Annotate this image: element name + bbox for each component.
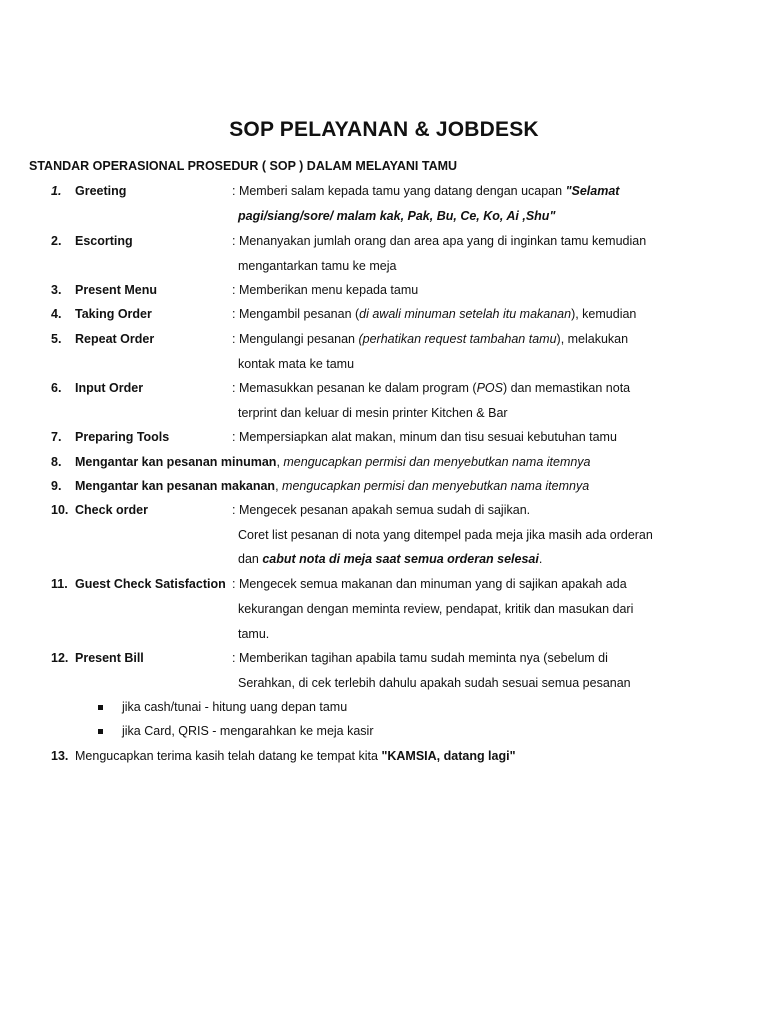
item-number: 12. <box>51 651 69 665</box>
item-text: dan <box>238 552 263 566</box>
item-number: 1. <box>51 184 62 198</box>
item-continuation: mengantarkan tamu ke meja <box>238 259 397 273</box>
item-emphasis: di awali minuman setelah itu makanan <box>359 307 572 321</box>
item-number: 4. <box>51 307 62 321</box>
item-text: : Mengambil pesanan ( <box>232 307 360 321</box>
document-title: SOP PELAYANAN & JOBDESK <box>229 118 539 141</box>
item-continuation: terprint dan keluar di mesin printer Kitchen & Bar <box>238 406 508 420</box>
bullet-square-icon <box>98 729 103 734</box>
bullet-item: jika Card, QRIS - mengarahkan ke meja kasir <box>122 724 374 738</box>
item-emphasis: cabut nota di meja saat semua orderan selesai <box>262 552 539 566</box>
item-number: 9. <box>51 479 62 493</box>
item-label: Check order <box>75 503 148 517</box>
item-number: 13. <box>51 749 69 763</box>
item-sentence <box>75 454 591 470</box>
item-label: Greeting <box>75 184 127 198</box>
item-emphasis: POS <box>476 381 503 395</box>
item-continuation: tamu. <box>238 627 270 641</box>
item-continuation: Serahkan, di cek terlebih dahulu apakah sudah sesuai semua pesanan <box>238 676 631 690</box>
item-description: : Memberikan tagihan apabila tamu sudah meminta nya (sebelum di <box>232 651 608 665</box>
item-continuation: pagi/siang/sore/ malam kak, Pak, Bu, Ce, Ko, Ai ,Shu" <box>238 209 556 223</box>
item-number: 3. <box>51 283 62 297</box>
item-label: Input Order <box>75 381 144 395</box>
item-continuation: kekurangan dengan meminta review, pendapat, kritik dan masukan dari <box>238 602 634 616</box>
item-text: ), kemudian <box>571 307 637 321</box>
item-number: 8. <box>51 455 62 469</box>
item-label: Preparing Tools <box>75 430 170 444</box>
item-number: 5. <box>51 332 62 346</box>
item-number: 10. <box>51 503 69 517</box>
item-label: Taking Order <box>75 307 152 321</box>
item-text: : Memasukkan pesanan ke dalam program ( <box>232 381 477 395</box>
item-number: 2. <box>51 234 62 248</box>
item-continuation: Coret list pesanan di nota yang ditempel pada meja jika masih ada orderan <box>238 528 653 542</box>
item-emphasis: "Selamat <box>565 184 620 198</box>
item-description: : Menanyakan jumlah orang dan area apa yang di inginkan tamu kemudian <box>232 234 647 248</box>
document-subtitle: STANDAR OPERASIONAL PROSEDUR ( SOP ) DALAM MELAYANI TAMU <box>29 159 458 173</box>
item-label: Present Menu <box>75 283 157 297</box>
bullet-square-icon <box>98 705 103 710</box>
item-text: , <box>275 479 283 493</box>
item-number: 6. <box>51 381 62 395</box>
item-text: : Mengulangi pesanan <box>232 332 359 346</box>
item-continuation <box>238 551 542 567</box>
item-description <box>232 306 636 322</box>
item-description: : Mempersiapkan alat makan, minum dan tisu sesuai kebutuhan tamu <box>232 430 617 444</box>
item-description: : Memberikan menu kepada tamu <box>232 283 419 297</box>
item-description <box>232 380 630 396</box>
item-description <box>232 183 619 199</box>
item-label: Escorting <box>75 234 133 248</box>
item-text: ), melakukan <box>556 332 629 346</box>
item-number: 7. <box>51 430 62 444</box>
item-description: : Mengecek pesanan apakah semua sudah di sajikan. <box>232 503 531 517</box>
item-number: 11. <box>51 577 68 591</box>
item-emphasis: mengucapkan permisi dan menyebutkan nama itemnya <box>283 455 591 469</box>
item-description <box>232 331 628 347</box>
item-text: Mengucapkan terima kasih telah datang ke tempat kita <box>75 749 382 763</box>
item-label: Guest Check Satisfaction <box>75 577 226 591</box>
item-sentence <box>75 748 516 764</box>
item-text: , <box>276 455 284 469</box>
item-text: : Memberi salam kepada tamu yang datang dengan ucapan <box>232 184 566 198</box>
item-emphasis: "KAMSIA, datang lagi" <box>381 749 516 763</box>
item-continuation: kontak mata ke tamu <box>238 357 355 371</box>
item-text: ) dan memastikan nota <box>502 381 631 395</box>
item-label: Repeat Order <box>75 332 155 346</box>
item-label: Present Bill <box>75 651 144 665</box>
item-label: Mengantar kan pesanan makanan <box>75 479 276 493</box>
item-label: Mengantar kan pesanan minuman <box>75 455 277 469</box>
item-emphasis: mengucapkan permisi dan menyebutkan nama itemnya <box>282 479 590 493</box>
item-text: . <box>538 552 543 566</box>
item-sentence <box>75 478 589 494</box>
bullet-item: jika cash/tunai - hitung uang depan tamu <box>122 700 348 714</box>
item-description: : Mengecek semua makanan dan minuman yang di sajikan apakah ada <box>232 577 627 591</box>
item-emphasis: (perhatikan request tambahan tamu <box>358 332 557 346</box>
